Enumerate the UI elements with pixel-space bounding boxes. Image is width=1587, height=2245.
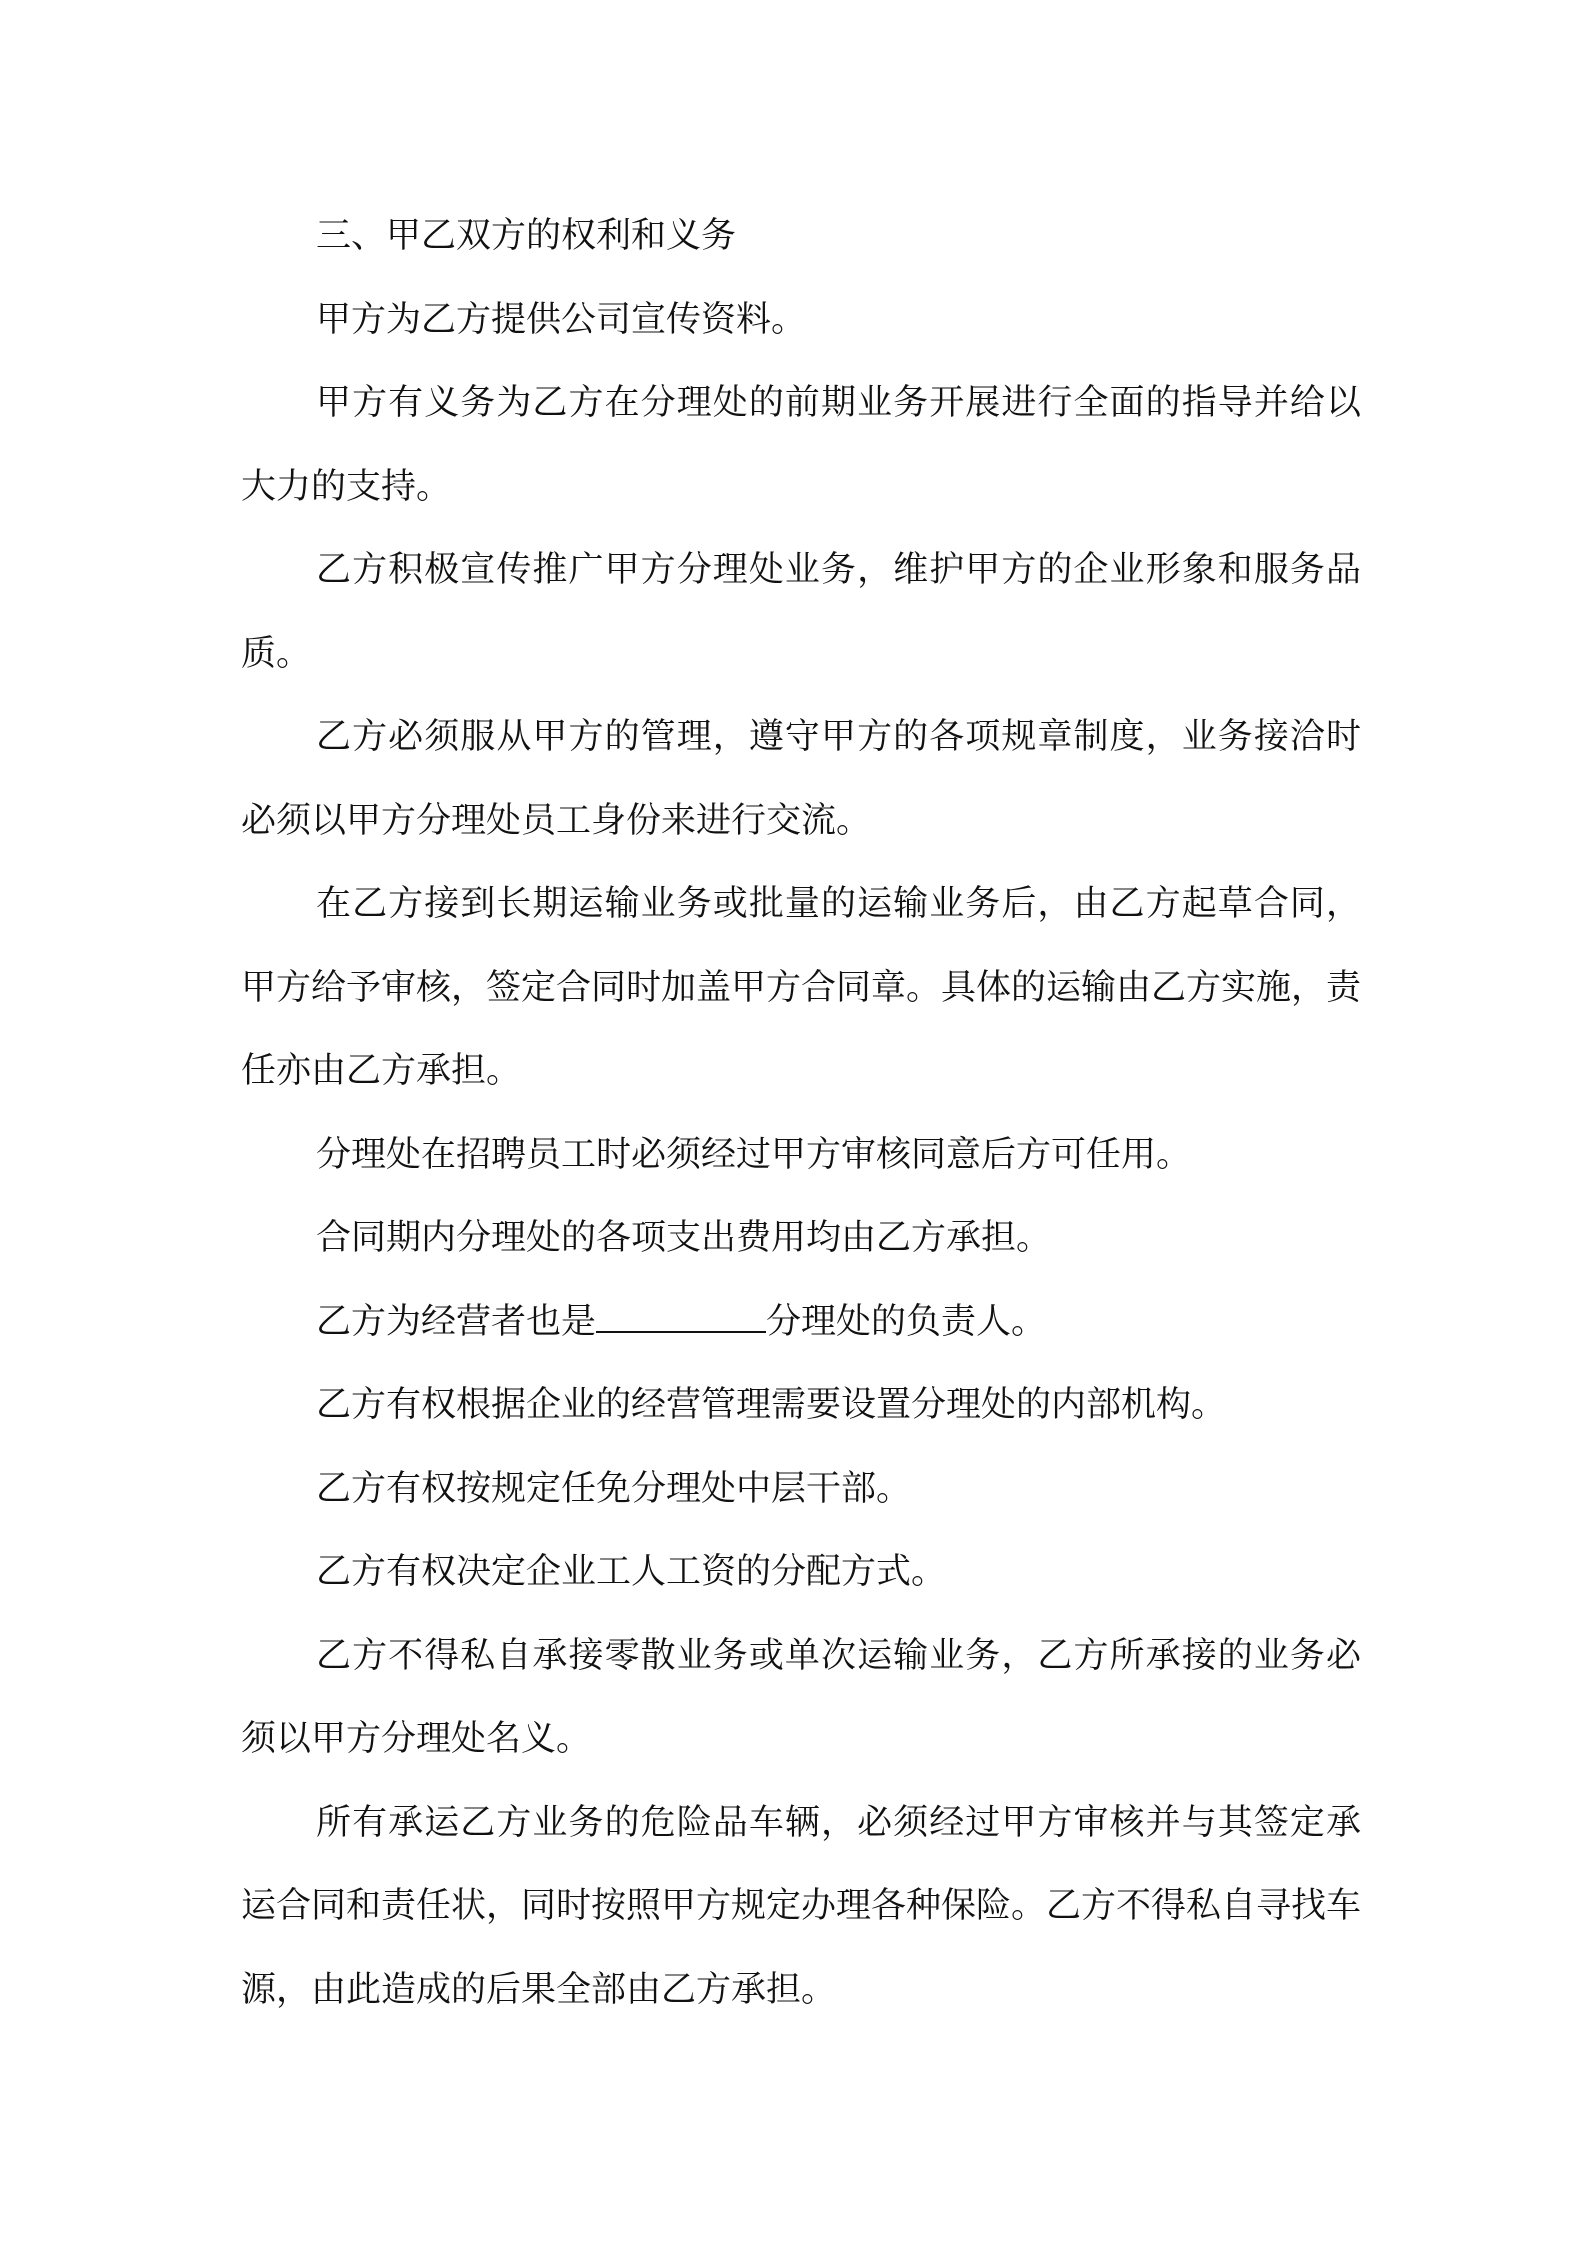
paragraph-promo-materials: 甲方为乙方提供公司宣传资料。 (316, 299, 807, 340)
operator-suffix: 分理处的负责人。 (766, 1301, 1047, 1342)
paragraph-private-business: 乙方不得私自承接零散业务或单次运输业务，乙方所承接的业务必须以甲方分理处名义。 (241, 1635, 1361, 1759)
operator-prefix: 乙方为经营者也是 (316, 1301, 597, 1342)
paragraph-operator (241, 1281, 1361, 1365)
paragraph-internal-structure: 乙方有权根据企业的经营管理需要设置分理处的内部机构。 (316, 1385, 1227, 1425)
paragraph-expenses: 合同期内分理处的各项支出费用均由乙方承担。 (316, 1218, 1052, 1258)
paragraph-hazardous-vehicles: 所有承运乙方业务的危险品车辆，必须经过甲方审核并与其签定承运合同和责任状，同时按照甲方规定办理各种保险。乙方不得私自寻找车源，由此造成的后果全部由乙方承担。 (241, 1802, 1362, 2010)
paragraph-promotion: 乙方积极宣传推广甲方分理处业务，维护甲方的企业形象和服务品质。 (241, 550, 1361, 674)
paragraph-appoint-managers: 乙方有权按规定任免分理处中层干部。 (316, 1468, 912, 1509)
paragraph-contracts: 在乙方接到长期运输业务或批量的运输业务后，由乙方起草合同，甲方给予审核，签定合同时加盖甲方合同章。具体的运输由乙方实施，责任亦由乙方承担。 (241, 884, 1362, 1091)
paragraph-wages: 乙方有权决定企业工人工资的分配方式。 (316, 1552, 947, 1592)
section-heading: 三、甲乙双方的权利和义务 (316, 216, 737, 256)
paragraph-management: 乙方必须服从甲方的管理，遵守甲方的各项规章制度，业务接洽时必须以甲方分理处员工身份来进行交流。 (241, 717, 1361, 841)
document-body (241, 195, 1361, 2032)
paragraph-guidance-support: 甲方有义务为乙方在分理处的前期业务开展进行全面的指导并给以大力的支持。 (241, 383, 1361, 507)
paragraph-hiring: 分理处在招聘员工时必须经过甲方审核同意后方可任用。 (316, 1134, 1192, 1175)
fill-in-blank[interactable] (596, 1301, 766, 1333)
